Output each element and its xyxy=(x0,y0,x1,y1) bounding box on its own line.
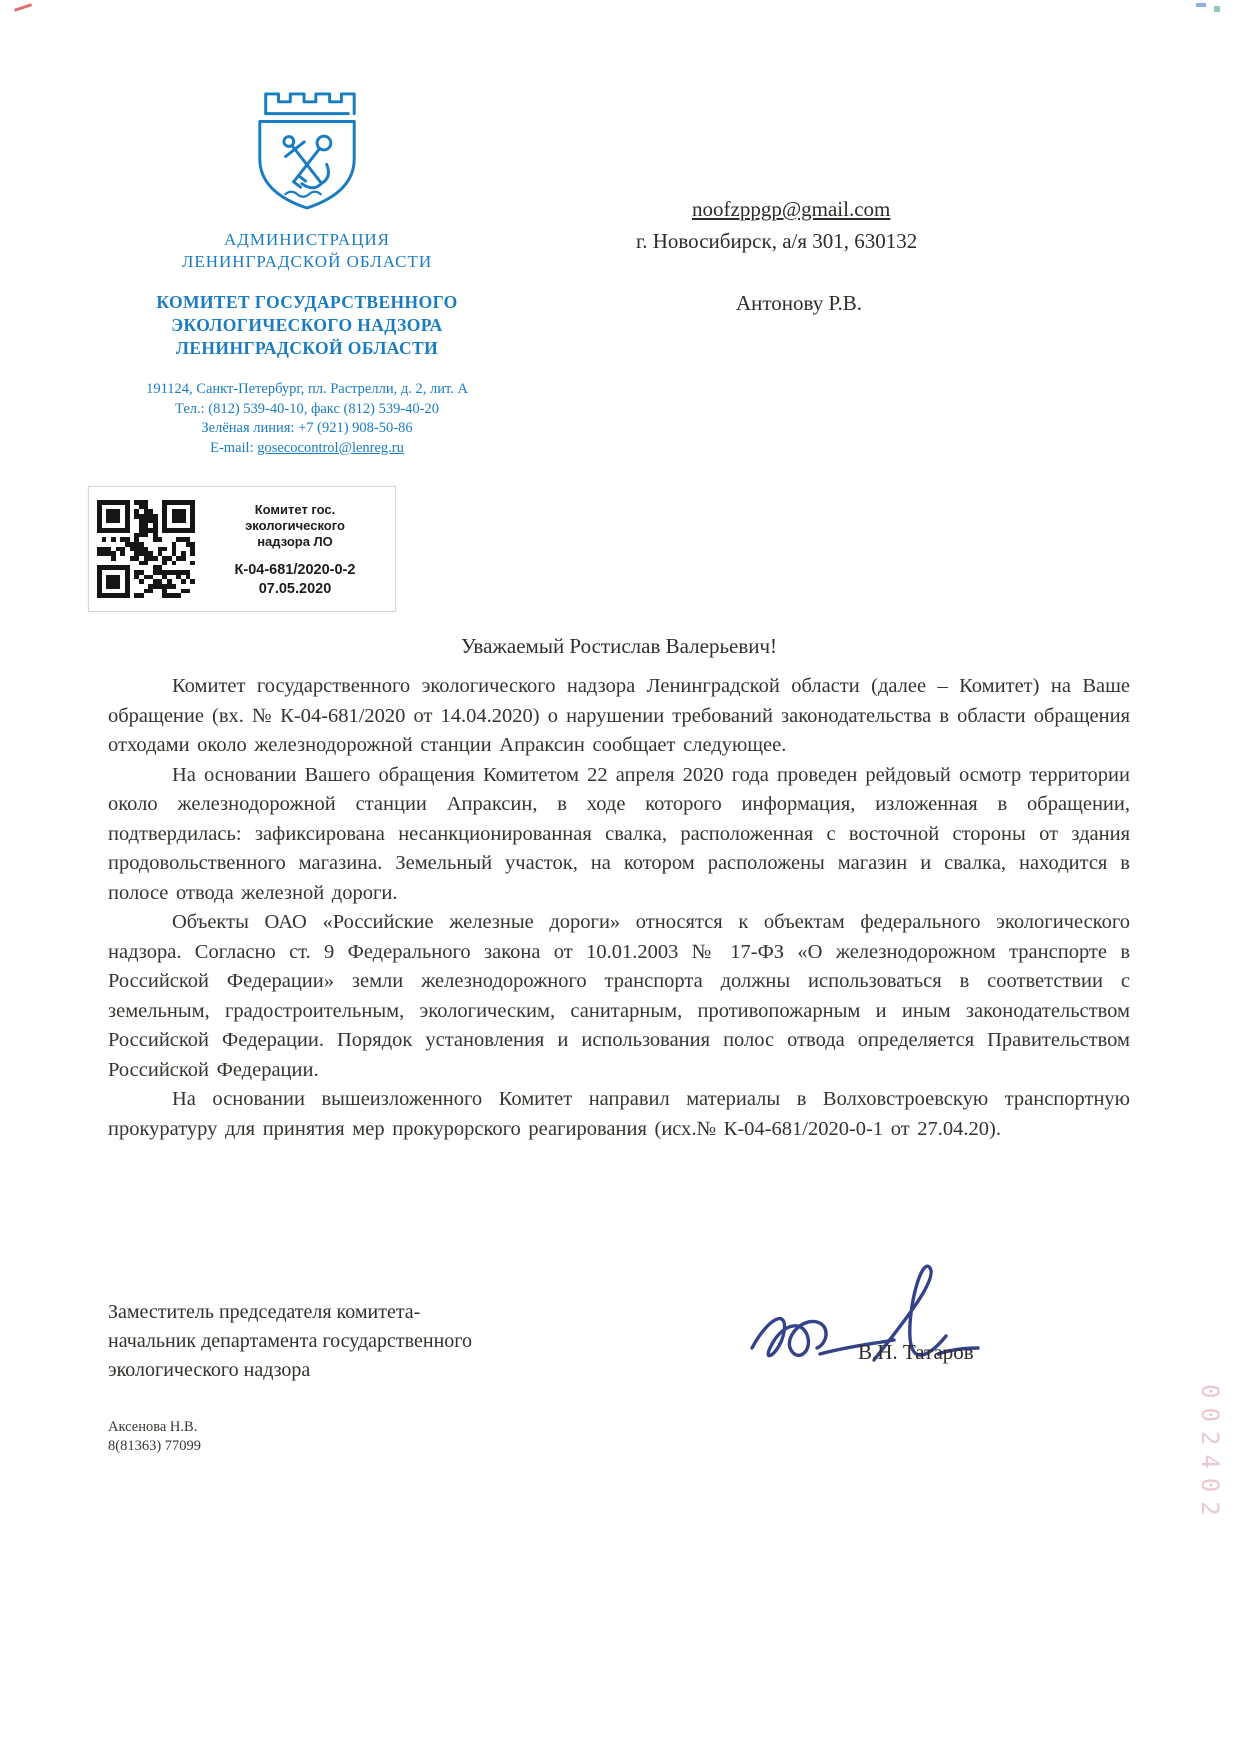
fax-page-number: 002402 xyxy=(1196,1384,1224,1525)
stamp-org-line1: Комитет гос. xyxy=(254,501,336,517)
signer-name: В.Н. Татаров xyxy=(858,1340,974,1364)
recipient-block xyxy=(636,194,1116,318)
org-email-value: gosecocontrol@lenreg.ru xyxy=(257,439,404,456)
org-postal-address: 191124, Санкт-Петербург, пл. Растрелли, д. 2, лит. А xyxy=(146,381,468,397)
executor-block xyxy=(108,1418,201,1456)
admin-name-line1: АДМИНИСТРАЦИЯ xyxy=(224,230,390,249)
executor-name: Аксенова Н.В. xyxy=(108,1419,198,1435)
handwritten-signature xyxy=(742,1262,992,1397)
admin-name-line2: ЛЕНИНГРАДСКОЙ ОБЛАСТИ xyxy=(181,252,433,271)
stamp-doc-number: К-04-681/2020-0-2 xyxy=(234,561,356,578)
recipient-email: noofzppgp@gmail.com xyxy=(692,197,891,221)
committee-name-line2: ЭКОЛОГИЧЕСКОГО НАДЗОРА xyxy=(171,315,443,335)
paragraph-2: На основании Вашего обращения Комитетом 22 апреля 2020 года проведен рейдовый осмотр территории около железнодорожной станции Апраксин, в ходе которого информация, изложенная в обращении, подтвердилась: зафиксирована несанкционированная свалка, расположенная с восточной стороны от здания продовольственного магазина. Земельный участок, на котором расположены магазин и свалка, находится в полосе отвода железной дороги. xyxy=(108,763,1130,904)
org-phone: Тел.: (812) 539-40-10, факс (812) 539-40-20 xyxy=(175,400,439,417)
signer-position-line1: Заместитель председателя комитета- xyxy=(108,1301,421,1323)
signer-position-block xyxy=(108,1298,472,1385)
registration-stamp xyxy=(88,486,396,612)
committee-name-line1: КОМИТЕТ ГОСУДАРСТВЕННОГО xyxy=(156,292,458,312)
signer-position-line3: экологического надзора xyxy=(108,1359,311,1381)
org-email xyxy=(72,439,542,459)
qr-code xyxy=(97,500,195,598)
stamp-org-line3: надзора ЛО xyxy=(257,533,333,549)
letter-body xyxy=(108,672,1130,1144)
salutation: Уважаемый Ростислав Валерьевич! xyxy=(460,634,778,658)
letterhead xyxy=(72,84,542,458)
scan-artifact xyxy=(14,3,32,11)
paragraph-4: На основании вышеизложенного Комитет направил материалы в Волховстроевскую транспортную прокуратуру для принятия мер прокурорского реагирования (исх.№ К-04-681/2020-0-1 от 27.04.20). xyxy=(108,1088,1130,1140)
recipient-name: Антонову Р.В. xyxy=(736,291,863,315)
coat-of-arms-icon xyxy=(248,84,366,219)
committee-name-line3: ЛЕНИНГРАДСКОЙ ОБЛАСТИ xyxy=(175,338,439,358)
paragraph-3: Объекты ОАО «Российские железные дороги» относятся к объектам федерального экологического надзора. Согласно ст. 9 Федерального закона от 10.01.2003 № 17-ФЗ «О железнодорожном транспорте в Российской Федерации» земли железнодорожного транспорта должны использоваться в соответствии с земельным, градостроительным, экологическим, санитарным, противопожарным и иным законодательством Российской Федерации. Порядок установления и использования полос отвода определяется Правительством Российской Федерации. xyxy=(108,911,1130,1081)
stamp-org-line2: экологического xyxy=(245,517,345,533)
executor-phone: 8(81363) 77099 xyxy=(108,1438,202,1454)
stamp-doc-date: 07.05.2020 xyxy=(258,580,332,597)
recipient-address: г. Новосибирск, а/я 301, 630132 xyxy=(636,229,918,253)
org-email-label: E-mail: xyxy=(210,439,258,456)
paragraph-1: Комитет государственного экологического надзора Ленинградской области (далее – Комитет) на Ваше обращение (вх. № К-04-681/2020 от 14.04.2020) о нарушении требований законодательства в области обращения отходами около железнодорожной станции Апраксин сообщает следующее. xyxy=(108,675,1130,756)
scan-artifact xyxy=(1214,6,1220,12)
scan-artifact xyxy=(1196,3,1206,7)
signer-position-line2: начальник департамента государственного xyxy=(108,1330,472,1352)
org-hotline: Зелёная линия: +7 (921) 908-50-86 xyxy=(201,420,413,436)
